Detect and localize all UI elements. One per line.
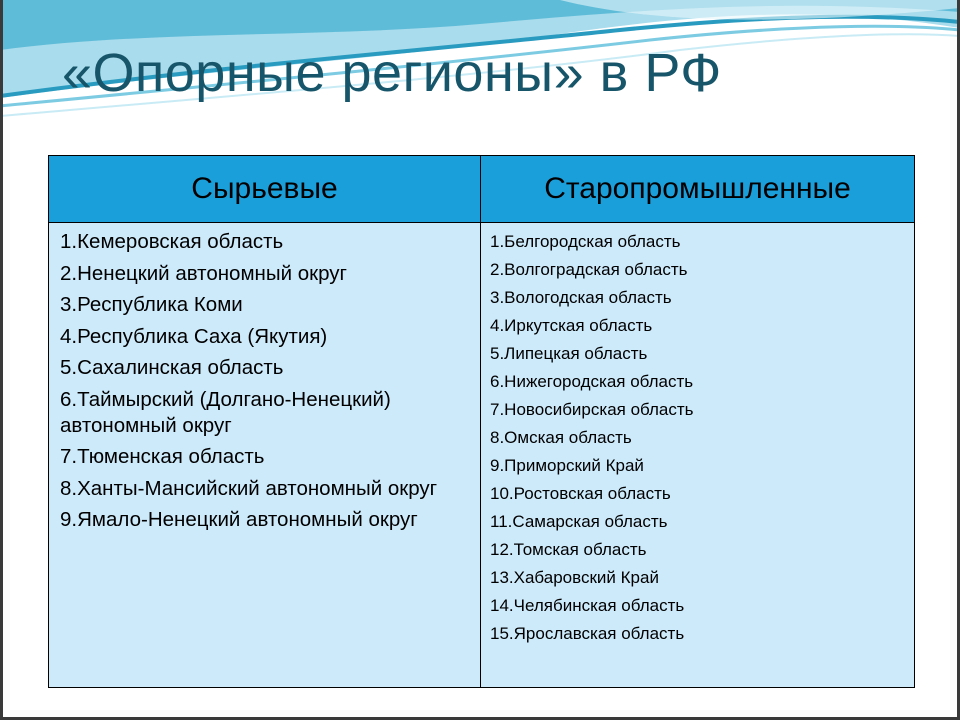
- list-item: 6.Нижегородская область: [490, 372, 694, 391]
- list-item: 8.Омская область: [490, 428, 632, 447]
- list-item: 4.Иркутская область: [490, 316, 653, 335]
- list-item: 13.Хабаровский Край: [490, 568, 659, 587]
- list-item: 5.Липецкая область: [490, 344, 648, 363]
- list-item: 2.Волгоградская область: [490, 260, 688, 279]
- list-item: 1.Белгородская область: [490, 232, 681, 251]
- list-item: 9.Ямало-Ненецкий автономный округ: [60, 508, 418, 531]
- list-item: 4.Республика Саха (Якутия): [60, 324, 328, 348]
- list-item: 1.Кемеровская область: [60, 230, 284, 253]
- table-body-row: [49, 223, 915, 688]
- list-item: 5.Сахалинская область: [60, 356, 284, 379]
- list-item: 9.Приморский Край: [490, 456, 644, 475]
- list-item: 11.Самарская область: [490, 512, 668, 531]
- old-industrial-regions-list: [481, 223, 914, 648]
- list-item: 8.Ханты-Мансийский автономный округ: [60, 476, 438, 500]
- header-old-industrial-regions: Старопромышленные: [481, 156, 915, 223]
- list-item: 10.Ростовская область: [490, 484, 671, 503]
- list-item: 15.Ярославская область: [490, 624, 685, 643]
- regions-table: [48, 155, 915, 688]
- list-item: 7.Новосибирская область: [490, 400, 694, 419]
- table-header-row: [49, 156, 915, 223]
- list-item: 7.Тюменская область: [60, 445, 265, 468]
- raw-regions-cell: [49, 223, 481, 688]
- list-item: 3.Вологодская область: [490, 288, 672, 307]
- list-item: 14.Челябинская область: [490, 596, 685, 615]
- list-item: 6.Таймырский (Долгано-Ненецкий) автономный округ: [60, 387, 391, 437]
- list-item: 2.Ненецкий автономный округ: [60, 261, 348, 285]
- slide-title: «Опорные регионы» в РФ: [62, 43, 722, 103]
- header-raw-regions: Сырьевые: [49, 156, 481, 223]
- old-industrial-regions-cell: [481, 223, 915, 688]
- list-item: 12.Томская область: [490, 540, 647, 559]
- raw-regions-list: [49, 223, 480, 533]
- list-item: 3.Республика Коми: [60, 293, 243, 316]
